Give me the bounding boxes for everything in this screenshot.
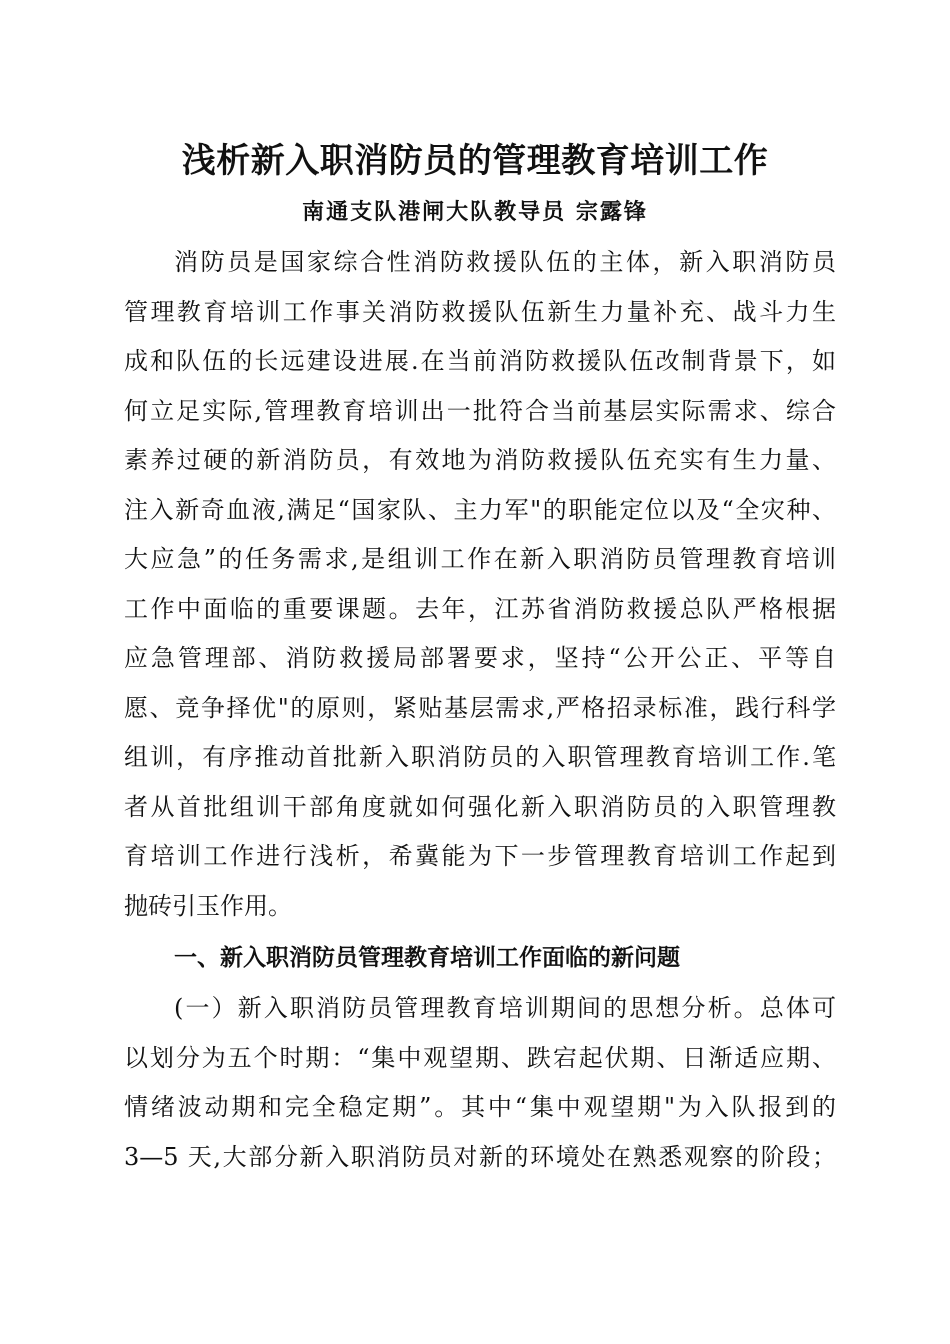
paragraph-line: 注入新奇血液,满足“国家队、主力军"的职能定位以及“全灾种、: [124, 496, 836, 524]
paragraph-line: 素养过硬的新消防员，有效地为消防救援队伍充实有生力量、: [124, 446, 836, 474]
paragraph-line: 管理教育培训工作事关消防救援队伍新生力量补充、战斗力生: [124, 298, 836, 326]
paragraph-line: 成和队伍的长远建设进展.在当前消防救援队伍改制背景下，如: [124, 347, 836, 375]
paragraph-line: 组训，有序推动首批新入职消防员的入职管理教育培训工作.笔: [124, 743, 836, 771]
paragraph-line: (一）新入职消防员管理教育培训期间的思想分析。总体可: [174, 994, 836, 1022]
paragraph-line: 消防员是国家综合性消防救援队伍的主体，新入职消防员: [174, 248, 836, 276]
paragraph-line: 何立足实际,管理教育培训出一批符合当前基层实际需求、综合: [124, 397, 836, 425]
paragraph-line: 者从首批组训干部角度就如何强化新入职消防员的入职管理教: [124, 793, 836, 821]
paragraph-line: 3—5 天,大部分新入职消防员对新的环境处在熟悉观察的阶段；: [124, 1143, 836, 1171]
section-heading: 一、新入职消防员管理教育培训工作面临的新问题: [174, 945, 680, 971]
paragraph-line: 大应急”的任务需求,是组训工作在新入职消防员管理教育培训: [124, 545, 836, 573]
paragraph-line: 应急管理部、消防救援局部署要求，坚持“公开公正、平等自: [124, 644, 836, 672]
paragraph-line: 工作中面临的重要课题。去年，江苏省消防救援总队严格根据: [124, 595, 836, 623]
paragraph-line: 以划分为五个时期：“集中观望期、跌宕起伏期、日渐适应期、: [124, 1044, 836, 1072]
author-line: 南通支队港闸大队教导员 宗露锋: [302, 199, 648, 225]
paragraph-line: 育培训工作进行浅析，希冀能为下一步管理教育培训工作起到: [124, 842, 836, 870]
paragraph-line: 抛砖引玉作用。: [124, 892, 292, 920]
paragraph-line: 愿、竞争择优"的原则，紧贴基层需求,严格招录标准，践行科学: [124, 694, 836, 722]
document-title: 浅析新入职消防员的管理教育培训工作: [181, 141, 769, 181]
paragraph-line: 情绪波动期和完全稳定期”。其中“集中观望期"为入队报到的: [124, 1093, 836, 1121]
